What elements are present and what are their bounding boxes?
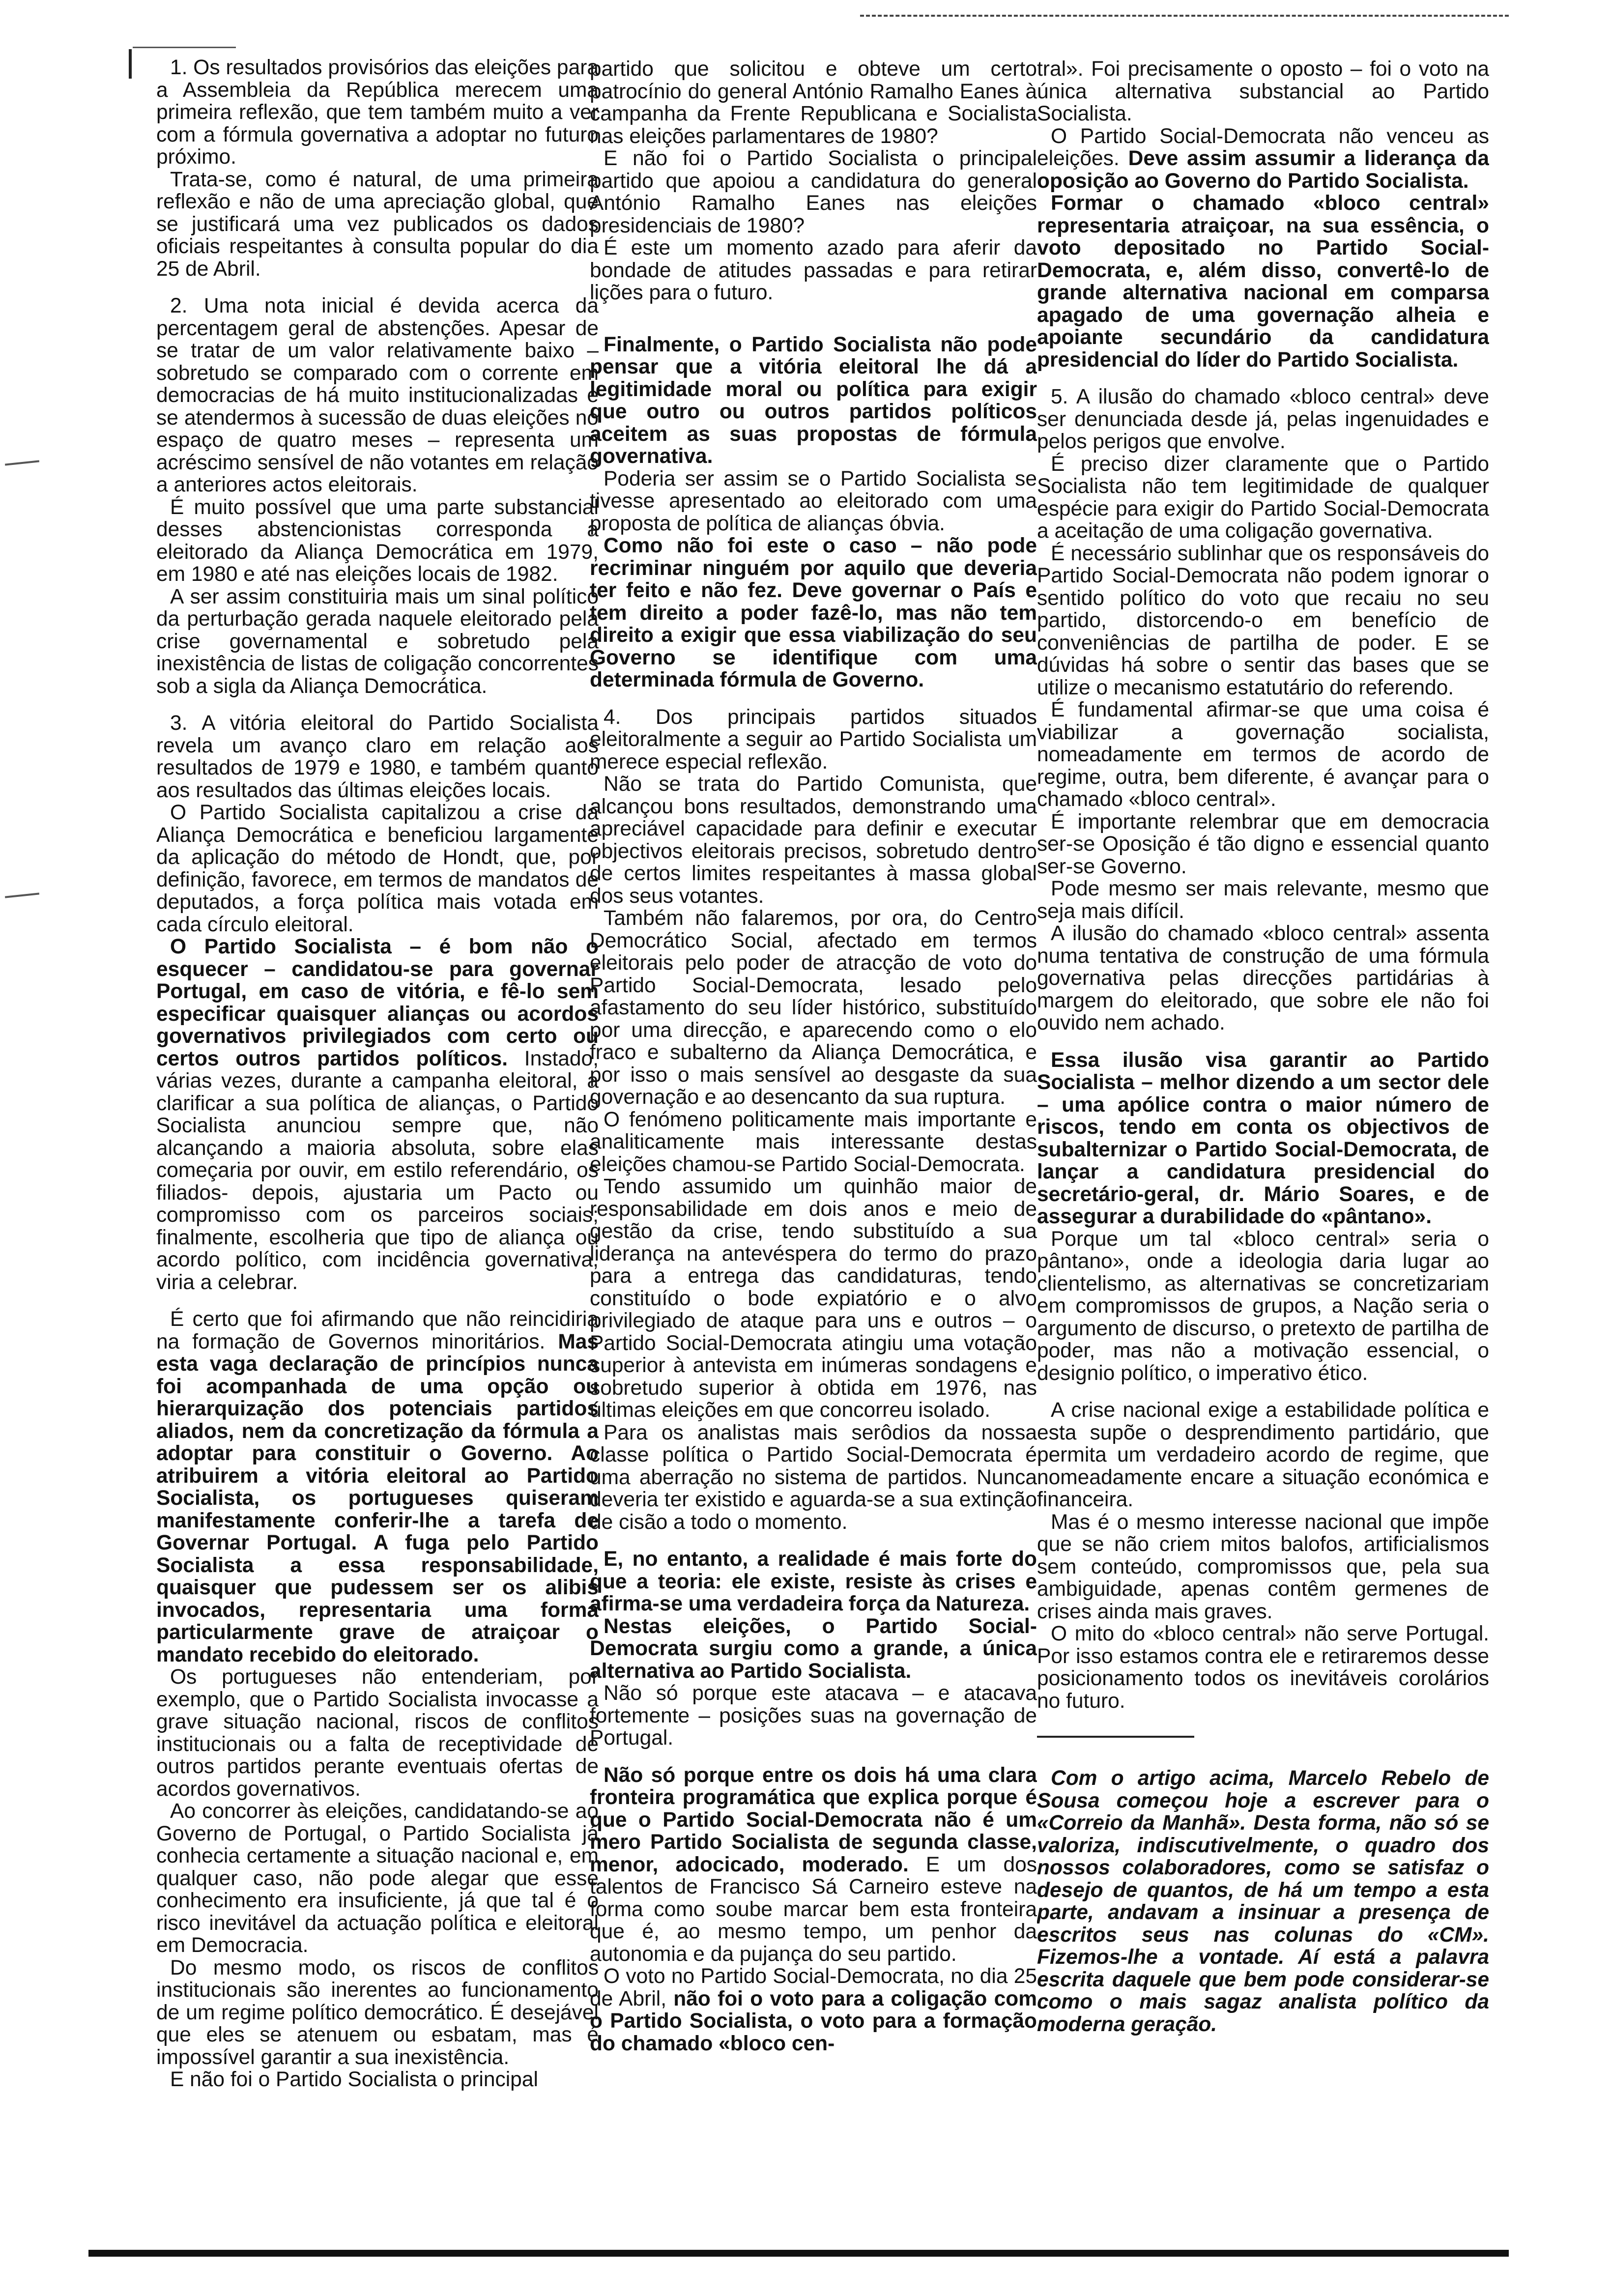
paragraph: É fundamental afirmar-se que uma coisa é viabilizar a governação socialista, nomeadamente em termos de acordo de regime, outra, bem diferente, é avançar para o chamado «bloco central». — [1037, 698, 1489, 811]
paragraph: Ao concorrer às eleições, candidatando-se ao Governo de Portugal, o Partido Socialista já conhecia certamente a situação nacional e, em qualquer caso, não pode alegar que esse conhecimento era insuficiente, já que tal é o risco inevitável da actuação política e eleitoral em Democracia. — [156, 1800, 599, 1957]
paragraph: 1. Os resultados provisórios das eleições para a Assembleia da República merecem uma primeira reflexão, que tem também muito a ver com a fórmula governativa a adoptar no futuro próximo. — [156, 57, 599, 169]
scan-edge-mark — [5, 892, 39, 898]
paragraph — [590, 1548, 1037, 1615]
bold-text: Como não foi este o caso – não pode recriminar ninguém por aquilo que deveria ter feito e não fez. Deve governar o País e tem direito a poder fazê-lo, mas não tem direito a exigir que essa viabilização do seu Governo se identifique com uma determinada fórmula de Governo. — [590, 534, 1037, 691]
text: O Partido Social-Democrata não venceu as eleições. — [1037, 124, 1489, 170]
bold-text: Deve assim assumir a liderança da oposição ao Governo do Partido Socialista. — [1037, 147, 1489, 193]
paragraph — [590, 1764, 1037, 1966]
paragraph: É muito possível que uma parte substancial desses abstencionistas corresponda a eleitorado da Aliança Democrática em 1979, em 1980 e até nas eleições locais de 1982. — [156, 495, 599, 586]
paragraph: Mas é o mesmo interesse nacional que impõe que se não criem mitos balofos, artificialismos sem conteúdo, compromissos que, pela sua ambiguidade, apenas contêm germenes de crises ainda mais graves. — [1037, 1510, 1489, 1623]
paragraph: A ilusão do chamado «bloco central» assenta numa tentativa de construção de uma fórmula governativa pelas direcções partidárias à margem do eleitorado, que sobre ele não foi ouvido nem achado. — [1037, 922, 1489, 1034]
paragraph: 3. A vitória eleitoral do Partido Socialista revela um avanço claro em relação aos resultados de 1979 e 1980, e também quanto aos resultados das últimas eleições locais. — [156, 712, 599, 802]
paragraph: 5. A ilusão do chamado «bloco central» deve ser denunciada desde já, pelas ingenuidades e pelos perigos que envolve. — [1037, 385, 1489, 453]
bold-text: Nestas eleições, o Partido Social-Democrata surgiu como a grande, a única alternativa ao Partido Socialista. — [590, 1614, 1037, 1683]
paragraph: Não só porque este atacava – e atacava fortemente – posições suas na governação de Portugal. — [590, 1682, 1037, 1750]
paragraph: E não foi o Partido Socialista o principal — [170, 2068, 538, 2091]
paragraph — [590, 1615, 1037, 1683]
paragraph: O fenómeno politicamente mais importante e analiticamente mais interessante destas eleições chamou-se Partido Social-Democrata. — [590, 1108, 1037, 1176]
paragraph: É preciso dizer claramente que o Partido Socialista não tem legitimidade de qualquer espécie para exigir do Partido Social-Democrata a aceitação de uma coligação governativa. — [1037, 452, 1489, 543]
bottom-border-line — [88, 2250, 1509, 2257]
paragraph — [1037, 125, 1489, 193]
paragraph: Não se trata do Partido Comunista, que alcançou bons resultados, demonstrando uma apreciável capacidade para definir e executar objectivos eleitorais precisos, sobretudo dentro de certos limites respeitantes à massa global dos seus votantes. — [590, 773, 1037, 908]
text: E um dos talentos de Francisco Sá Carneiro esteve na forma como soube marcar bem esta fronteira que é, ao mesmo tempo, um penhor da autonomia e da pujança do seu partido. — [590, 1853, 1037, 1966]
bold-text: Mas esta vaga declaração de princípios nunca foi acompanhada de uma opção ou hierarquização dos potenciais partidos aliados, nem da concretização da fórmula a adoptar para constituir o Governo. Ao atribuirem a vitória eleitoral ao Partido Socialista, os portugueses quiseram manifestamente conferir-lhe a tarefa de Governar Portugal. A fuga pelo Partido Socialista a essa responsabilidade, quaisquer que pudessem ser os alibis invocados, representaria uma forma particularmente grave de atraiçoar o mandato recebido do eleitorado. — [156, 1330, 599, 1666]
text: tral». — [1037, 58, 1092, 81]
paragraph — [156, 936, 599, 1293]
paragraph: É necessário sublinhar que os responsáveis do Partido Social-Democrata não podem ignorar o sentido político do voto que recaiu no seu partido, distorcendo-o em benefício de conveniências de partilha de poder. E se dúvidas há sobre o sentir das bases que se utilize o mecanismo estatutário do referendo. — [1037, 542, 1489, 699]
paragraph — [590, 1965, 1037, 2055]
paragraph: E não foi o Partido Socialista o principal partido que apoiou a candidatura do general António Ramalho Eanes nas eleições presidenciais de 1980? — [590, 147, 1037, 237]
paragraph: 2. Uma nota inicial é devida acerca da percentagem geral de abstenções. Apesar de se tratar de um valor relativamente baixo – sobretudo se comparado com o corrente em democracias de há muito institucionalizadas e se atendermos à sucessão de duas eleições no espaço de quatro meses – representa um acréscimo sensível de não votantes em relação a anteriores actos eleitorais. — [156, 294, 599, 496]
paragraph — [1037, 1049, 1489, 1228]
paragraph: Do mesmo modo, os riscos de conflitos institucionais são inerentes ao funcionamento de um regime político democrático. É desejável que eles se atenuem ou esbatam, mas é impossível garantir a sua inexistência. — [156, 1956, 599, 2069]
paragraph: Também não falaremos, por ora, do Centro Democrático Social, afectado em termos eleitorais pelo poder de atracção de voto do Partido Social-Democrata, lesado pelo afastamento do seu líder histórico, substituído por uma direcção, e aparecendo como o elo fraco e subalterno da Aliança Democrática, e por isso o mais sensível ao desgaste da sua governação e ao desencanto da sua ruptura. — [590, 907, 1037, 1109]
bold-text: E, no entanto, a realidade é mais forte do que a teoria: ele existe, resiste às crises e afirma-se uma verdadeira força da Natureza. — [590, 1548, 1037, 1615]
paragraph: A ser assim constituiria mais um sinal político da perturbação gerada naquele eleitorado pela crise governamental e sobretudo pela inexistência de listas de coligação concorrentes sob a sigla da Aliança Democrática. — [156, 585, 599, 698]
paragraph — [590, 334, 1037, 468]
bold-text: Formar o chamado «bloco central» representaria atraiçoar, na sua essência, o voto depositado no Partido Social-Democrata, e, além disso, convertê-lo de grande alternativa nacional em comparsa apagado de uma governação alheia e apoiante secundário da candidatura presidencial do líder do Partido Socialista. — [1037, 192, 1489, 372]
paragraph — [156, 1308, 599, 1666]
paragraph: Tendo assumido um quinhão maior de responsabilidade em dois anos e meio de gestão da crise, tendo substituído a sua liderança na antevéspera do termo do prazo para a entrega das candidaturas, tendo constituído o bode expiatório e o alvo privilegiado de ataque para uns e outros – o Partido Social-Democrata atingiu uma votação superior à antevista em inúmeras sondagens e sobretudo superior à obtida em 1976, nas últimas eleições em que concorreu isolado. — [590, 1175, 1037, 1422]
bold-text: O Partido Socialista – é bom não o esquecer – candidatou-se para governar Portugal, em caso de vitória, e fê-lo sem especificar quaisquer alianças ou acordos governativos privilegiados com certo ou certos outros partidos políticos. — [156, 935, 599, 1070]
paragraph: O mito do «bloco central» não serve Portugal. Por isso estamos contra ele e retiraremos desse posicionamento todos os inevitáveis corolários no futuro. — [1037, 1622, 1489, 1713]
text: Foi precisamente o oposto – foi o voto na única alternativa substancial ao Partido Socialista. — [1037, 58, 1489, 125]
paragraph: 4. Dos principais partidos situados eleitoralmente a seguir ao Partido Socialista um merece especial reflexão. — [590, 705, 1037, 774]
text: O voto no Partido Social-Democrata, no dia 25 de Abril, — [590, 1965, 1037, 2010]
top-left-rule — [133, 47, 236, 48]
bold-text: Essa ilusão visa garantir ao Partido Socialista – melhor dizendo a um sector dele – uma apólice contra o maior número de riscos, tendo em conta os objectivos de subalternizar o Partido Social-Democrata, de lançar a candidatura presidencial do secretário-geral, dr. Mário Soares, e de assegurar a durabilidade do «pântano». — [1037, 1048, 1489, 1228]
paragraph: partido que solicitou e obteve um certo patrocínio do general António Ramalho Eanes à campanha da Frente Republicana e Socialista nas eleições parlamentares de 1980? — [590, 58, 1037, 148]
paragraph: Os portugueses não entenderiam, por exemplo, que o Partido Socialista invocasse a grave situação nacional, riscos de conflitos institucionais ou a falta de receptividade de outros partidos perante eventuais ofertas de acordos governativos. — [156, 1665, 599, 1801]
paragraph: Porque um tal «bloco central» seria o pântano», onde a ideologia daria lugar ao clientelismo, as alternativas se concretizariam em compromissos de grupos, a Nação seria o argumento de discurso, o pretexto de partilha de poder, mas não a motivação essencial, o designio político, o imperativo ético. — [1037, 1227, 1489, 1385]
paragraph — [590, 535, 1037, 691]
paragraph — [1037, 192, 1489, 371]
paragraph: É importante relembrar que em democracia ser-se Oposição é tão digno e essencial quanto ser-se Governo. — [1037, 810, 1489, 878]
scan-edge-mark — [5, 460, 39, 465]
left-margin-mark — [129, 49, 132, 79]
text: Instado, várias vezes, durante a campanha eleitoral, a clarificar a sua política de alianças, o Partido Socialista anunciou sempre que, não alcançando a maioria absoluta, sobre elas começaria por ouvir, em estilo referendário, os filiados- depois, ajustaria um Pacto ou compromisso com os parceiros sociais; finalmente, escolheria que tipo de aliança ou acordo político, com incidência governativa, viria a celebrar. — [156, 1047, 599, 1294]
top-border-line — [860, 15, 1509, 17]
paragraph: Trata-se, como é natural, de uma primeira reflexão e não de uma apreciação global, que se justificará uma vez publicados os dados oficiais respeitantes à consulta popular do dia 25 de Abril. — [156, 168, 599, 281]
paragraph: A crise nacional exige a estabilidade política e esta supõe o desprendimento partidário, que permita um verdadeiro acordo de regime, que nomeadamente encare a situação económica e financeira. — [1037, 1399, 1489, 1511]
paragraph: O Partido Socialista capitalizou a crise da Aliança Democrática e beneficiou largamente da aplicação do método de Hondt, que, por definição, favorece, em termos de mandatos de deputados, a força política mais votada em cada círculo eleitoral. — [156, 801, 599, 936]
article-column-1 — [156, 57, 599, 2239]
paragraph: Pode mesmo ser mais relevante, mesmo que seja mais difícil. — [1037, 877, 1489, 923]
paragraph: É este um momento azado para aferir da bondade de atitudes passadas e para retirar lições para o futuro. — [590, 236, 1037, 304]
paragraph: Poderia ser assim se o Partido Socialista se tivesse apresentado ao eleitorado com uma proposta de política de alianças óbvia. — [590, 467, 1037, 535]
paragraph: Para os analistas mais serôdios da nossa classe política o Partido Social-Democrata é uma aberração no sistema de partidos. Nunca deveria ter existido e aguarda-se a sua extinção de cisão a todo o momento. — [590, 1421, 1037, 1534]
section-divider — [1037, 1736, 1194, 1738]
bold-text: não foi o voto para a coligação com o Partido Socialista, o voto para a formação do chamado «bloco cen- — [590, 1987, 1037, 2055]
text: É certo que foi afirmando que não reincidiria na formação de Governos minoritários. — [156, 1308, 599, 1353]
paragraph — [1037, 58, 1489, 125]
article-column-2 — [590, 58, 1037, 2240]
bold-text: Não só porque entre os dois há uma clara fronteira programática que explica porque é que o Partido Social-Democrata não é um mero Partido Socialista de segunda classe, menor, adocicado, moderado. — [590, 1763, 1037, 1876]
editorial-note: Com o artigo acima, Marcelo Rebelo de Sousa começou hoje a escrever para o «Correio da Manhã». Desta forma, não só se valoriza, indiscutivelmente, o quadro dos nossos colaboradores, como se satisfaz o desejo de quantos, de há um tempo a esta parte, andavam a insinuar a presença de escritos seus nas colunas do «CM». Fizemos-lhe a vontade. Aí está a palavra escrita daquele que bem pode considerar-se como o mais sagaz analista político da moderna geração. — [1037, 1767, 1489, 2036]
article-column-3 — [1037, 58, 1489, 2240]
bold-text: Finalmente, o Partido Socialista não pode pensar que a vitória eleitoral lhe dá a legitimidade moral ou política para exigir que outro ou outros partidos políticos aceitem as suas propostas de fórmula governativa. — [590, 333, 1037, 468]
